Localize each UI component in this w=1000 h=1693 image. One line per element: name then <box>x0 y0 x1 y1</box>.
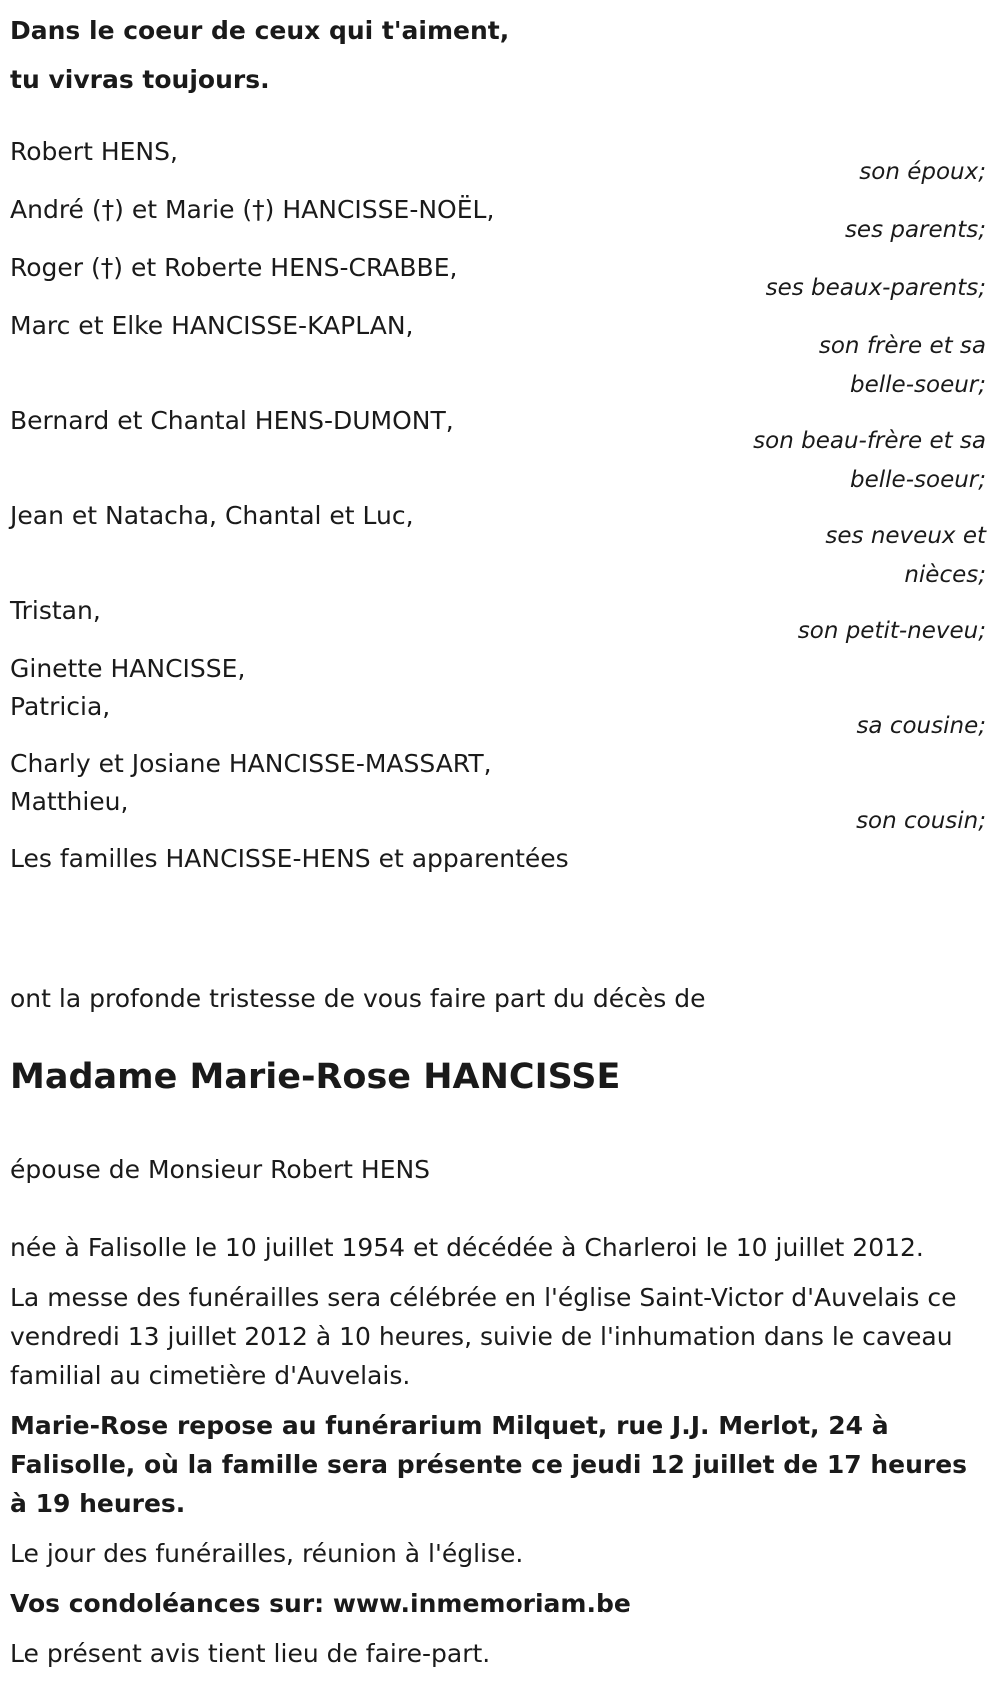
family-entry-families <box>10 840 986 898</box>
family-names: Tristan, <box>10 596 101 625</box>
family-relation: ses parents; <box>844 217 986 243</box>
visitation: Marie-Rose repose au funérarium Milquet, rue J.J. Merlot, 24 à Falisolle, où la famille sera présente ce jeudi 12 juillet de 17 heures à 19 heures. <box>10 1411 968 1518</box>
family-relation: ses beaux-parents; <box>765 275 986 301</box>
epigraph-line-2: tu vivras toujours. <box>10 65 270 94</box>
family-entry-spouse <box>10 133 986 191</box>
family-names: Ginette HANCISSE, <box>10 654 246 683</box>
details <box>10 1228 985 1684</box>
deceased-name: Madame Marie-Rose HANCISSE <box>10 1057 621 1097</box>
family-entry-brother <box>10 307 986 402</box>
family-relation: son frère et sa belle-soeur; <box>818 333 986 398</box>
family-relation: ses neveux et nièces; <box>825 523 986 588</box>
family-list <box>10 133 986 898</box>
family-names: Roger (†) et Roberte HENS-CRABBE, <box>10 253 458 282</box>
family-relation: son petit-neveu; <box>797 618 986 644</box>
funeral-mass: La messe des funérailles sera célébrée en l'église Saint-Victor d'Auvelais ce vendredi 13 juillet 2012 à 10 heures, suivie de l'inhumation dans le caveau familial au cimetière d'Auvelais. <box>10 1283 957 1390</box>
family-entry-cousin-m <box>10 745 986 840</box>
family-entry-cousin-f <box>10 650 986 745</box>
family-relation: son beau-frère et sa belle-soeur; <box>753 428 986 493</box>
meeting: Le jour des funérailles, réunion à l'église. <box>10 1539 524 1568</box>
family-entry-nephews <box>10 497 986 592</box>
family-names: Les familles HANCISSE-HENS et apparentées <box>10 844 569 873</box>
family-entry-parents-in-law <box>10 249 986 307</box>
family-names: Charly et Josiane HANCISSE-MASSART, <box>10 749 492 778</box>
family-relation: son cousin; <box>856 808 986 834</box>
family-entry-grand-nephew <box>10 592 986 650</box>
family-names: Jean et Natacha, Chantal et Luc, <box>10 501 414 530</box>
family-names: Robert HENS, <box>10 137 178 166</box>
announcement: ont la profonde tristesse de vous faire part du décès de <box>10 984 706 1013</box>
family-relation: son époux; <box>859 159 986 185</box>
family-relation: sa cousine; <box>856 713 986 739</box>
family-names: Marc et Elke HANCISSE-KAPLAN, <box>10 311 414 340</box>
family-entry-parents <box>10 191 986 249</box>
birth-death: née à Falisolle le 10 juillet 1954 et décédée à Charleroi le 10 juillet 2012. <box>10 1233 924 1262</box>
condolences: Vos condoléances sur: www.inmemoriam.be <box>10 1589 631 1618</box>
family-names: Bernard et Chantal HENS-DUMONT, <box>10 406 454 435</box>
family-entry-brother-in-law <box>10 402 986 497</box>
family-names: André (†) et Marie (†) HANCISSE-NOËL, <box>10 195 495 224</box>
family-names: Matthieu, <box>10 787 129 816</box>
family-names: Patricia, <box>10 692 111 721</box>
epigraph <box>10 6 509 104</box>
notice: Le présent avis tient lieu de faire-part. <box>10 1639 491 1668</box>
spouse-line: épouse de Monsieur Robert HENS <box>10 1155 431 1184</box>
epigraph-line-1: Dans le coeur de ceux qui t'aiment, <box>10 16 510 45</box>
